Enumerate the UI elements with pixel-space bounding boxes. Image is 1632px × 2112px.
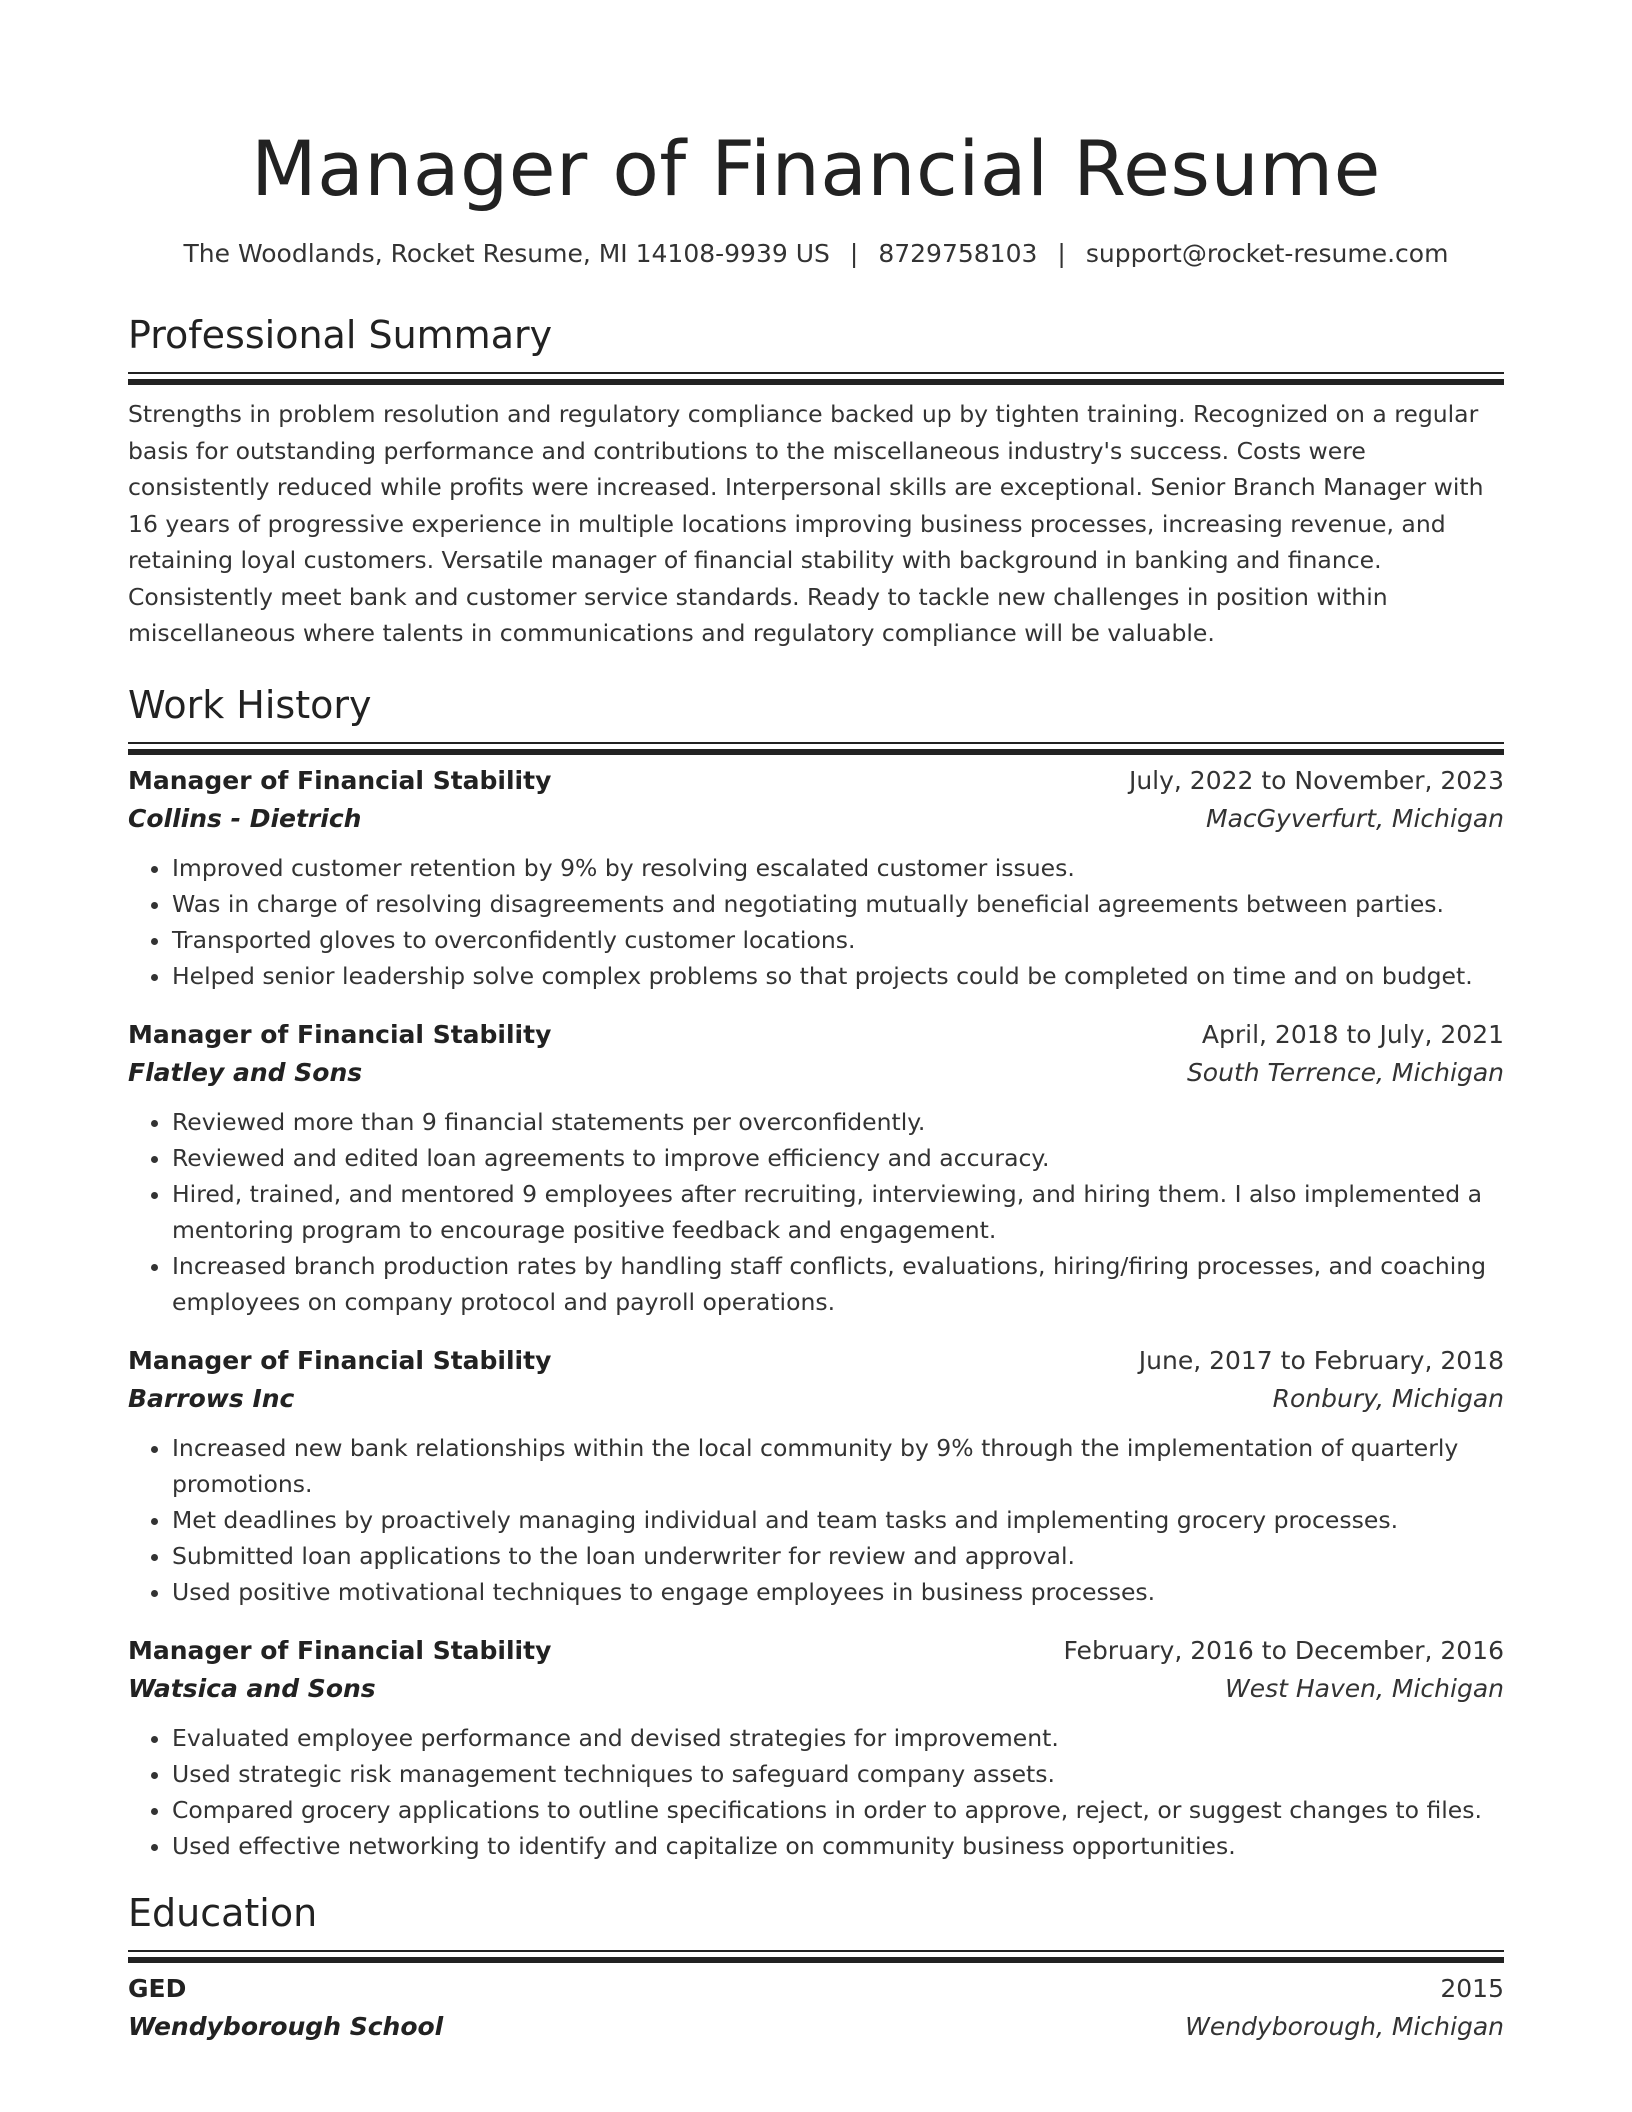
job-bullet-list (128, 1430, 1504, 1610)
education-school: Wendyborough School (128, 2011, 444, 2041)
job-bullet: • Improved customer retention by 9% by resolving escalated customer issues. (172, 850, 1504, 886)
summary-text: Strengths in problem resolution and regulatory compliance backed up by tighten training. Recognized on a regular basis for outstanding performance and contributions to the miscellaneous industry's success. Costs were consistently reduced while profits were increased. Interpersonal skills are exceptional. Senior Branch Manager with 16 years of progressive experience in multiple locations improving business processes, increasing revenue, and retaining loyal customers. Versatile manager of financial stability with background in banking and finance. Consistently meet bank and customer service standards. Ready to tackle new challenges in position within miscellaneous where talents in communications and regulatory compliance will be valuable. (128, 400, 1484, 647)
education-entry (128, 1970, 1504, 2046)
job-location: South Terrence, Michigan (1186, 1057, 1504, 1087)
job-company-row (128, 800, 1504, 838)
job-bullet: • Submitted loan applications to the loan underwriter for review and approval. (172, 1538, 1504, 1574)
resume-title: Manager of Financial Resume (251, 124, 1381, 213)
section-divider (128, 1950, 1504, 1970)
job-location: Ronbury, Michigan (1272, 1383, 1504, 1413)
education-location: Wendyborough, Michigan (1185, 2011, 1504, 2041)
job-bullet: • Met deadlines by proactively managing individual and team tasks and implementing grocery processes. (172, 1502, 1504, 1538)
contact-email: support@rocket-resume.com (1085, 239, 1449, 268)
section-heading-work-history: Work History (128, 682, 372, 727)
section-heading-education: Education (128, 1890, 318, 1935)
job-title: Manager of Financial Stability (128, 1635, 552, 1665)
job-entry (128, 762, 1504, 994)
contact-separator: | (849, 239, 859, 268)
education-school-row (128, 2008, 1504, 2046)
education-header-row (128, 1970, 1504, 2008)
contact-phone: 8729758103 (878, 239, 1038, 268)
job-dates: February, 2016 to December, 2016 (1063, 1635, 1504, 1665)
job-bullet: • Used strategic risk management techniques to safeguard company assets. (172, 1756, 1504, 1792)
job-bullet-list (128, 1720, 1504, 1864)
job-list (128, 762, 1504, 1864)
job-bullet: • Used positive motivational techniques to engage employees in business processes. (172, 1574, 1504, 1610)
job-header-row (128, 1016, 1504, 1054)
job-bullet: • Reviewed and edited loan agreements to improve efficiency and accuracy. (172, 1140, 1504, 1176)
job-bullet-list (128, 850, 1504, 994)
job-bullet: • Increased branch production rates by handling staff conflicts, evaluations, hiring/firing processes, and coaching employees on company protocol and payroll operations. (172, 1248, 1504, 1320)
section-heading-summary: Professional Summary (128, 313, 553, 357)
job-company: Barrows Inc (128, 1383, 295, 1413)
job-title: Manager of Financial Stability (128, 1019, 552, 1049)
job-header-row (128, 762, 1504, 800)
job-dates: July, 2022 to November, 2023 (1128, 765, 1504, 795)
job-dates: June, 2017 to February, 2018 (1138, 1345, 1504, 1375)
job-bullet: • Evaluated employee performance and devised strategies for improvement. (172, 1720, 1504, 1756)
job-company-row (128, 1670, 1504, 1708)
job-company-row (128, 1380, 1504, 1418)
education-degree: GED (128, 1973, 187, 2003)
contact-address: The Woodlands, Rocket Resume, MI 14108-9939 US (183, 239, 830, 268)
job-bullet: • Hired, trained, and mentored 9 employees after recruiting, interviewing, and hiring them. I also implemented a mentoring program to encourage positive feedback and engagement. (172, 1176, 1504, 1248)
job-bullet: • Was in charge of resolving disagreements and negotiating mutually beneficial agreements between parties. (172, 886, 1504, 922)
job-title: Manager of Financial Stability (128, 765, 552, 795)
job-bullet-list (128, 1104, 1504, 1320)
job-entry (128, 1632, 1504, 1864)
job-dates: April, 2018 to July, 2021 (1201, 1019, 1504, 1049)
job-company: Collins - Dietrich (128, 803, 362, 833)
contact-line (128, 238, 1504, 270)
job-header-row (128, 1342, 1504, 1380)
job-bullet: • Compared grocery applications to outline specifications in order to approve, reject, or suggest changes to files. (172, 1792, 1504, 1828)
job-entry (128, 1342, 1504, 1610)
job-entry (128, 1016, 1504, 1320)
section-divider (128, 742, 1504, 762)
job-bullet: • Reviewed more than 9 financial statements per overconfidently. (172, 1104, 1504, 1140)
job-bullet: • Increased new bank relationships within the local community by 9% through the implementation of quarterly promotions. (172, 1430, 1504, 1502)
job-company: Flatley and Sons (128, 1057, 363, 1087)
job-location: West Haven, Michigan (1225, 1673, 1504, 1703)
job-title: Manager of Financial Stability (128, 1345, 552, 1375)
job-header-row (128, 1632, 1504, 1670)
job-bullet: • Used effective networking to identify and capitalize on community business opportunities. (172, 1828, 1504, 1864)
job-company-row (128, 1054, 1504, 1092)
contact-separator: | (1057, 239, 1066, 268)
education-year: 2015 (1440, 1973, 1504, 2003)
job-bullet: • Transported gloves to overconfidently customer locations. (172, 922, 1504, 958)
job-company: Watsica and Sons (128, 1673, 376, 1703)
section-divider (128, 372, 1504, 392)
job-bullet: • Helped senior leadership solve complex problems so that projects could be completed on time and on budget. (172, 958, 1504, 994)
job-location: MacGyverfurt, Michigan (1206, 803, 1504, 833)
